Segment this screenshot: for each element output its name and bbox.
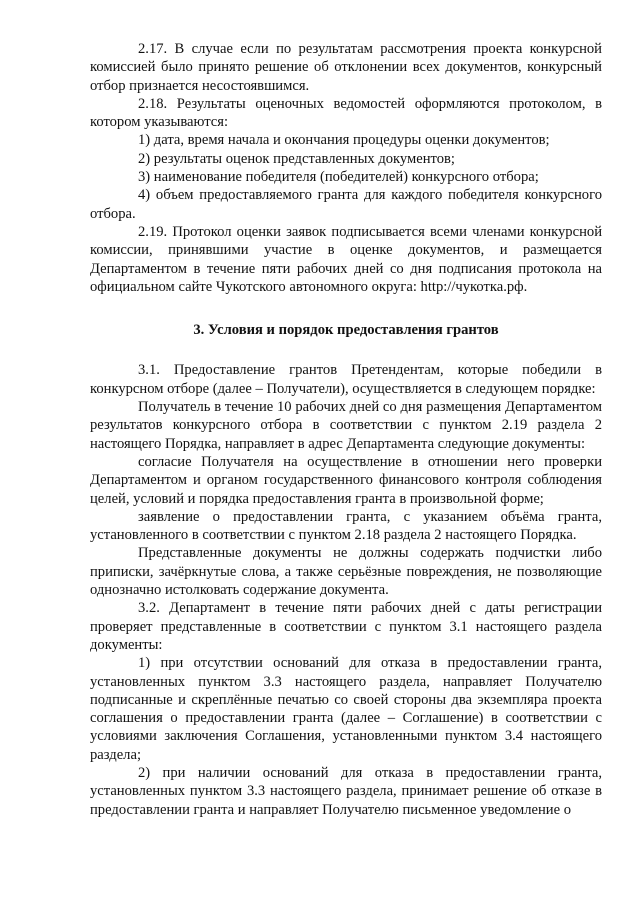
list-item-2: 2) результаты оценок представленных документов; xyxy=(138,150,455,167)
list-item-3: 3) наименование победителя (победителей) конкурсного отбора; xyxy=(138,169,539,186)
paragraph-consent: согласие Получателя на осуществление в отношении него проверки Департаментом и органом государственного финансового контроля соблюдения целей, условий и порядка предоставления гранта в произвольной форме; xyxy=(90,453,602,507)
paragraph-2-17: 2.17. В случае если по результатам рассмотрения проекта конкурсной комиссией было принято решение об отклонении всех документов, конкурсный отбор признается несостоявшимся. xyxy=(90,41,602,94)
list-item-1: 1) дата, время начала и окончания процедуры оценки документов; xyxy=(138,132,550,149)
paragraph-3-1: 3.1. Предоставление грантов Претендентам, которые победили в конкурсном отборе (далее – Получатели), осуществляется в следующем порядке: xyxy=(90,362,602,397)
paragraph-application: заявление о предоставлении гранта, с указанием объёма гранта, установленного в соответствии с пунктом 2.18 раздела 2 настоящего Порядка. xyxy=(90,508,602,544)
paragraph-documents-requirements: Представленные документы не должны содержать подчистки либо приписки, зачёркнутые слова, а также серьёзные повреждения, не позволяющие однозначно истолковать содержание документа. xyxy=(90,545,602,599)
document-page xyxy=(90,40,602,819)
paragraph-3-2-item-1: 1) при отсутствии оснований для отказа в предоставлении гранта, установленных пунктом 3.3 настоящего раздела, направляет Получателю подписанные и скреплённые печатью со своей стороны два экземпляра проекта соглашения о предоставлении гранта (далее – Соглашение) в соответствии с условиями заключения Соглашения, установленными пунктом 3.4 настоящего раздела; xyxy=(90,655,602,763)
paragraph-2-19: 2.19. Протокол оценки заявок подписывается всеми членами конкурсной комиссии, принявшими участие в оценке документов, и размещается Департаментом в течение пяти рабочих дней со дня подписания протокола на официальном сайте Чукотского автономного округа: http://чукотка.рф. xyxy=(90,223,602,295)
paragraph-3-2: 3.2. Департамент в течение пяти рабочих дней с даты регистрации проверяет представленные в соответствии с пунктом 3.1 настоящего раздела документы: xyxy=(90,600,602,653)
paragraph-2-18: 2.18. Результаты оценочных ведомостей оформляются протоколом, в котором указываются: xyxy=(90,95,602,131)
paragraph-3-2-item-2: 2) при наличии оснований для отказа в предоставлении гранта, установленных пунктом 3.3 настоящего раздела, принимает решение об отказе в предоставлении гранта и направляет Получателю письменное уведомление о xyxy=(90,764,602,818)
paragraph-recipient: Получатель в течение 10 рабочих дней со дня размещения Департаментом результатов конкурсного отбора в соответствии с пунктом 2.19 раздела 2 настоящего Порядка, направляет в адрес Департамента следующие документы: xyxy=(90,399,602,452)
list-item-4: 4) объем предоставляемого гранта для каждого победителя конкурсного отбора. xyxy=(90,187,602,222)
section-heading: 3. Условия и порядок предоставления грантов xyxy=(193,322,499,339)
